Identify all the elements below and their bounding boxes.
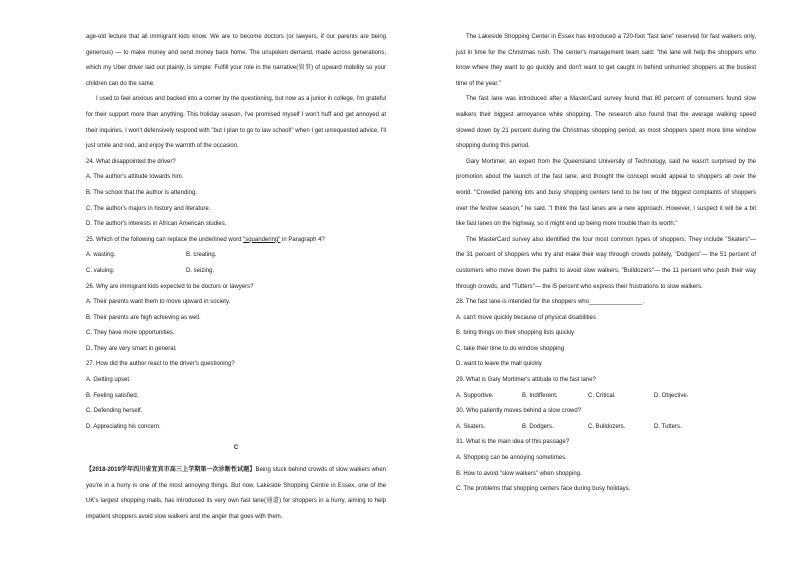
question-31: 31. What is the main idea of this passage? (456, 439, 570, 446)
section-letter: C (233, 445, 239, 452)
option-row (456, 420, 756, 436)
option: C. Bulldozers. (588, 423, 626, 430)
question-text: 25. Which of the following can replace the underlined word (86, 236, 244, 243)
paragraph: Gary Mortimer, an expert from the Queensland University of Technology, said he wasn't surprised by the promotion about the launch of the fast lane, and thought the concept would appeal to shoppers all over the world. "Crowded parking lots and busy shopping centers tend to be two of the biggest complaints of shoppers over the festive season," he said. "I think the fast lanes are a new approach. However, I suspect it will be a bit like fast lanes on the highway, so it might end up being more trouble than its worth." (456, 158, 756, 228)
option: A. Their parents want them to move upward in society. (86, 299, 231, 306)
option: C. valuing. (86, 267, 115, 274)
option: C. The author's majors in history and literature. (86, 205, 211, 212)
question-24: 24. What disappointed the driver? (86, 158, 176, 165)
question-26: 26. Why are immigrant kids expected to be doctors or lawyers? (86, 283, 254, 290)
option: D. The author's interests in African American studies. (86, 221, 227, 228)
paragraph-text: Being stuck behind crowds of slow walkers when you're in a hurry is one of the most annoying things. But now, Lakeside Shopping Centre in Essex, one of the UK's largest shopping malls, has introduced its very own fast lane(通道) for shoppers in a hurry, aiming to help impatient shoppers avoid slow walkers and the anger that goes with them. (86, 467, 386, 520)
left-column (86, 30, 386, 525)
right-column (456, 30, 756, 498)
option: C. The problems that shopping centers face during busy holidays. (456, 486, 631, 493)
question-27: 27. How did the author react to the driver's questioning? (86, 361, 235, 368)
question-28: 28. The fast lane is intended for the shoppers who________________. (456, 299, 645, 306)
option: B. The school that the author is attending. (86, 189, 197, 196)
option: C. Defending herself. (86, 408, 143, 415)
question-29: 29. What is Gary Mortimer's attitude to the fast lane? (456, 377, 596, 384)
option: C. take their time to do window shopping (456, 345, 565, 352)
option: A. Supportive. (456, 392, 494, 399)
option: A. can't move quickly because of physical disabilities (456, 314, 596, 321)
option: D. seizing. (186, 267, 215, 274)
underlined-word: "squandering" (243, 236, 281, 243)
paragraph (86, 463, 386, 525)
question-text: in Paragraph 4? (280, 236, 325, 243)
option-row (86, 248, 386, 264)
option: B. Their parents are high achieving as well. (86, 314, 201, 321)
option-row (86, 264, 386, 280)
option: B. How to avoid "slow walkers" when shopping. (456, 470, 582, 477)
question-25 (86, 233, 386, 249)
option: C. Critical. (588, 392, 616, 399)
option: A. Getting upset. (86, 377, 131, 384)
paragraph: The fast lane was introduced after a MasterCard survey found that 80 percent of consumers found slow walkers their biggest annoyance while shopping. The research also found that the average walking speed slowed down by 21 percent during the Christmas shopping period, as most shoppers spent more time window shopping during this period. (456, 96, 756, 150)
option: D. Objective. (654, 392, 689, 399)
option: B. Feeling satisfied. (86, 392, 139, 399)
paragraph: The Lakeside Shopping Center in Essex has introduced a 720-foot "fast lane" reserved for fast walkers only, just in time for the Christmas rush. The center's management team said: "the lane will help the shoppers who know where they want to go quickly and don't want to get caught in behind unhurried shoppers at the busiest time of the year." (456, 34, 756, 87)
option: D. want to leave the mall quickly (456, 361, 542, 368)
option: D. Appreciating his concern. (86, 423, 161, 430)
option: D. Tutters. (654, 423, 682, 430)
option-row (456, 389, 756, 405)
question-30: 30. Who patiently moves behind a slow crowd? (456, 408, 582, 415)
paragraph: The MasterCard survey also identified the four most common types of shoppers. They include "Skaters"— the 31 percent of shoppers who try and make their way through crowds politely, "Dodgers"— the 51 percent of customers who move down the paths to avoid slow walkers, "Bulldozers"— the 11 percent who push their way through crowds, and "Tutters"— the l5 percent who express their frustrations to slow walkers. (456, 236, 756, 290)
option: D. They are very smart in general. (86, 345, 177, 352)
option: B. creating. (186, 252, 217, 259)
option: B. Dodgers. (522, 423, 554, 430)
source-header: 【2018-2019学年四川省宜宾市高三上学期第一次诊断性试题】 (86, 467, 256, 474)
paragraph: I used to feel anxious and backed into a corner by the questioning, but now as a junior in college, I'm grateful for their support more than anything. This holiday season, I've promised myself I won't huff and get annoyed at their inquiries. I won't defensively respond with "but I plan to go to law school!" when I get unrequested advice. I'll just smile and nod, and enjoy the warmth of the occasion. (86, 96, 386, 150)
option: A. wasting. (86, 252, 116, 259)
option: A. Skaters. (456, 423, 486, 430)
option: B. bring things on their shopping lists quickly (456, 330, 575, 337)
option: A. The author's attitude towards him. (86, 174, 184, 181)
option: A. Shopping can be annoying sometimes. (456, 455, 567, 462)
paragraph: age-old lecture that all immigrant kids know. We are to become doctors (or lawyers, if our parents are being generous) — to make money and send money back home. The unspoken demand, made across generations, which my Uber driver laid out plainly, is simple: Fulfill your role in the narrative(叙事) of upward mobility so your children can do the same. (86, 34, 386, 87)
option: B. Indifferent. (522, 392, 558, 399)
option: C. They have more opportunities. (86, 330, 175, 337)
